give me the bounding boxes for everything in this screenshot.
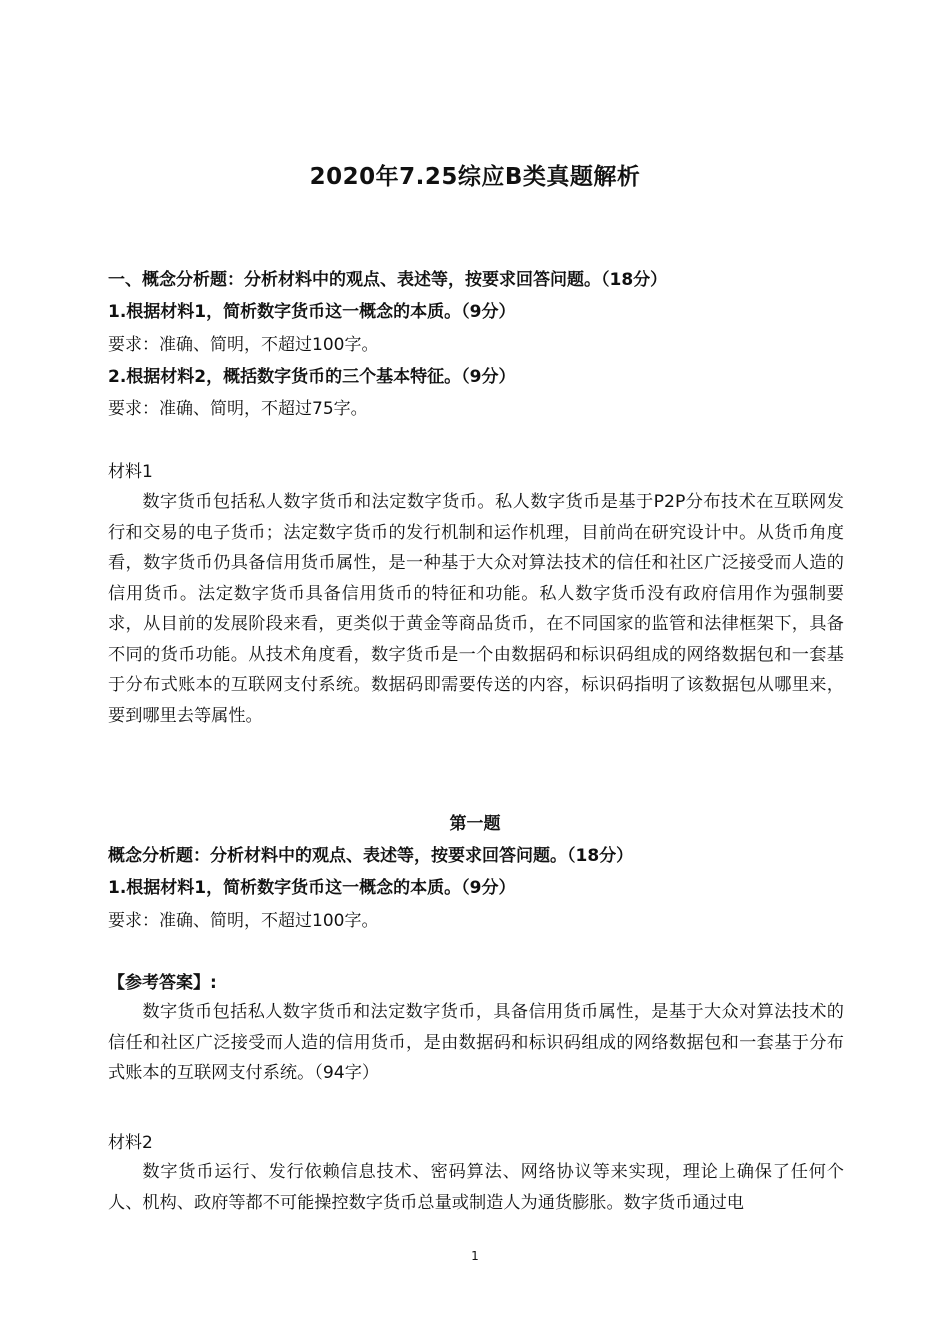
- question-2-requirement: 要求：准确、简明，不超过75字。: [108, 399, 368, 419]
- reference-answer-text: 数字货币包括私人数字货币和法定数字货币，具备信用货币属性，是基于大众对算法技术的信任和社区广泛接受而人造的信用货币，是由数据码和标识码组成的网络数据包和一套基于分布式账本的互联网支付系统。（94字）: [108, 1002, 844, 1083]
- question-section-heading: 概念分析题：分析材料中的观点、表述等，按要求回答问题。（18分）: [108, 846, 634, 866]
- question-1: 1.根据材料1，简析数字货币这一概念的本质。（9分）: [108, 302, 516, 322]
- question-2: 2.根据材料2，概括数字货币的三个基本特征。（9分）: [108, 367, 516, 387]
- reference-answer-label: 【参考答案】:: [108, 973, 217, 993]
- question-1-repeat-requirement: 要求：准确、简明，不超过100字。: [108, 911, 379, 931]
- question-section-title: 第一题: [449, 814, 501, 834]
- question-1-requirement: 要求：准确、简明，不超过100字。: [108, 335, 379, 355]
- section-heading: 一、概念分析题：分析材料中的观点、表述等，按要求回答问题。（18分）: [108, 270, 668, 290]
- question-1-repeat: 1.根据材料1，简析数字货币这一概念的本质。（9分）: [108, 878, 516, 898]
- page-title: 2020年7.25综应B类真题解析: [309, 164, 641, 190]
- material-1-text: 数字货币包括私人数字货币和法定数字货币。私人数字货币是基于P2P分布技术在互联网发行和交易的电子货币；法定数字货币的发行机制和运作机理，目前尚在研究设计中。从货币角度看，数字货币仍具备信用货币属性，是一种基于大众对算法技术的信任和社区广泛接受而人造的信用货币。法定数字货币具备信用货币的特征和功能。私人数字货币没有政府信用作为强制要求，从目前的发展阶段来看，更类似于黄金等商品货币，在不同国家的监管和法律框架下，具备不同的货币功能。从技术角度看，数字货币是一个由数据码和标识码组成的网络数据包和一套基于分布式账本的互联网支付系统。数据码即需要传送的内容，标识码指明了该数据包从哪里来，要到哪里去等属性。: [108, 492, 844, 726]
- page-number: 1: [471, 1249, 479, 1263]
- material-1-label: 材料1: [108, 462, 153, 482]
- material-2-text: 数字货币运行、发行依赖信息技术、密码算法、网络协议等来实现，理论上确保了任何个人、机构、政府等都不可能操控数字货币总量或制造人为通货膨胀。数字货币通过电: [108, 1162, 844, 1213]
- material-2-label: 材料2: [108, 1133, 153, 1153]
